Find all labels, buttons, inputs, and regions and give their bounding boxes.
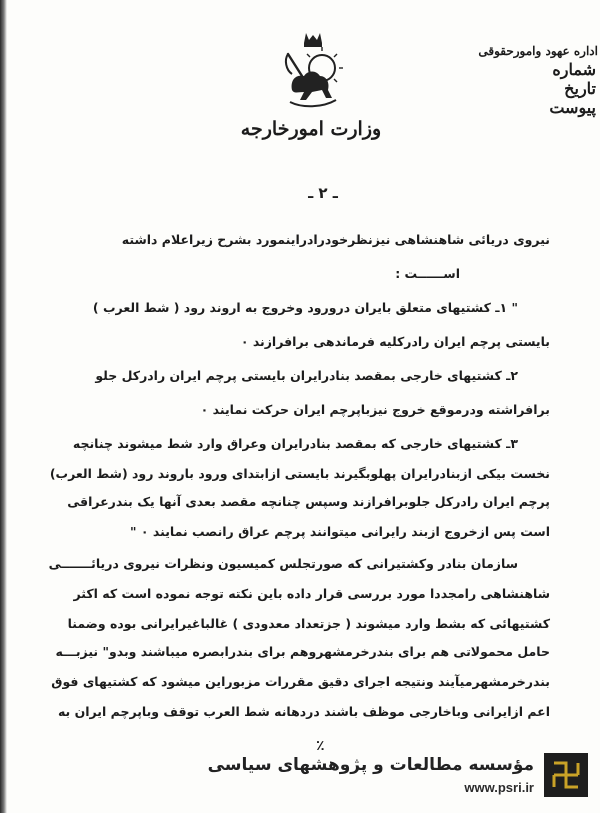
page-number: ـ ۲ ـ — [308, 184, 338, 202]
body-line: اعم ازایرانی وباخارجی موظف باشند دردهانه شط العرب توقف وباپرچم ایران به — [57, 704, 550, 719]
field-number: شماره — [552, 60, 596, 79]
body-line: پرچم ایران رادرکل جلوبرافرازند وسپس چنانچه مقصد بعدی آنها یک بندرعراقی — [67, 494, 550, 509]
body-line: ۲ـ کشتیهای خارجی بمقصد بنادرایران بایستی پرچم ایران رادرکل جلو — [95, 368, 518, 383]
office-name: اداره عهود وامورحقوقی — [478, 44, 598, 58]
body-line: نیروی دریائی شاهنشاهی نیزنظرخودرادراینمورد بشرح زیراعلام داشته — [121, 232, 550, 247]
field-date: تاریخ — [564, 79, 596, 98]
body-line: سازمان بنادر وکشتیرانی که صورتجلس کمیسیون ونظرات نیروی دریائـــــــی — [48, 556, 518, 571]
body-line: بایستی پرچم ایران رادرکلیه فرماندهی برافرازند ۰ — [240, 334, 550, 349]
body-line: شاهنشاهی رامجددا مورد بررسی قرار داده باین نکته توجه نموده است که اکثر — [73, 586, 550, 601]
body-line: برافراشته ودرموقع خروج نیزباپرچم ایران حرکت نمایند ۰ — [200, 402, 550, 417]
body-line: حامل محمولاتی هم برای بندرخرمشهروهم برای بندرابصره میباشند وبدو" نیزبـــه — [55, 644, 550, 659]
body-line: کشتیهائی که بشط وارد میشوند ( جزتعداد معدودی ) غالباغیرایرانی بوده وضمنا — [67, 616, 550, 631]
ministry-title: وزارت امورخارجه — [240, 118, 382, 140]
watermark-title: مؤسسه مطالعات و پژوهشهای سیاسی — [207, 755, 534, 775]
office-block — [462, 44, 598, 117]
body-line: نخست بیکی ازبنادرایران پهلوبگیرند بایستی ازابتدای ورود باروند رود (شط العرب) — [49, 466, 550, 481]
lion-and-sun-emblem-icon — [282, 30, 344, 112]
watermark-url[interactable]: www.psri.ir — [464, 780, 534, 795]
body-line: است پس ازخروج ازبند رایرانی میتوانند پرچم عراق رانصب نمایند ۰ " — [130, 524, 550, 539]
body-line: " ۱ـ کشتیهای متعلق بایران درورود وخروج به اروند رود ( شط العرب ) — [92, 300, 518, 315]
watermark — [207, 753, 588, 801]
body-line: بندرخرمشهرمیآیند ونتیجه اجرای دقیق مقررات مزبوراین میشود که کشتیهای فوق — [51, 674, 550, 689]
footer-mark: ٪ — [316, 738, 325, 754]
body-line: ۳ـ کشتیهای خارجی که بمقصد بنادرایران وعراق وارد شط میشوند چنانچه — [72, 436, 518, 451]
scan-edge — [0, 0, 7, 813]
psri-logo-icon — [544, 753, 588, 797]
body-line: اســــــت : — [395, 266, 460, 281]
field-attachment: پیوست — [549, 98, 596, 117]
